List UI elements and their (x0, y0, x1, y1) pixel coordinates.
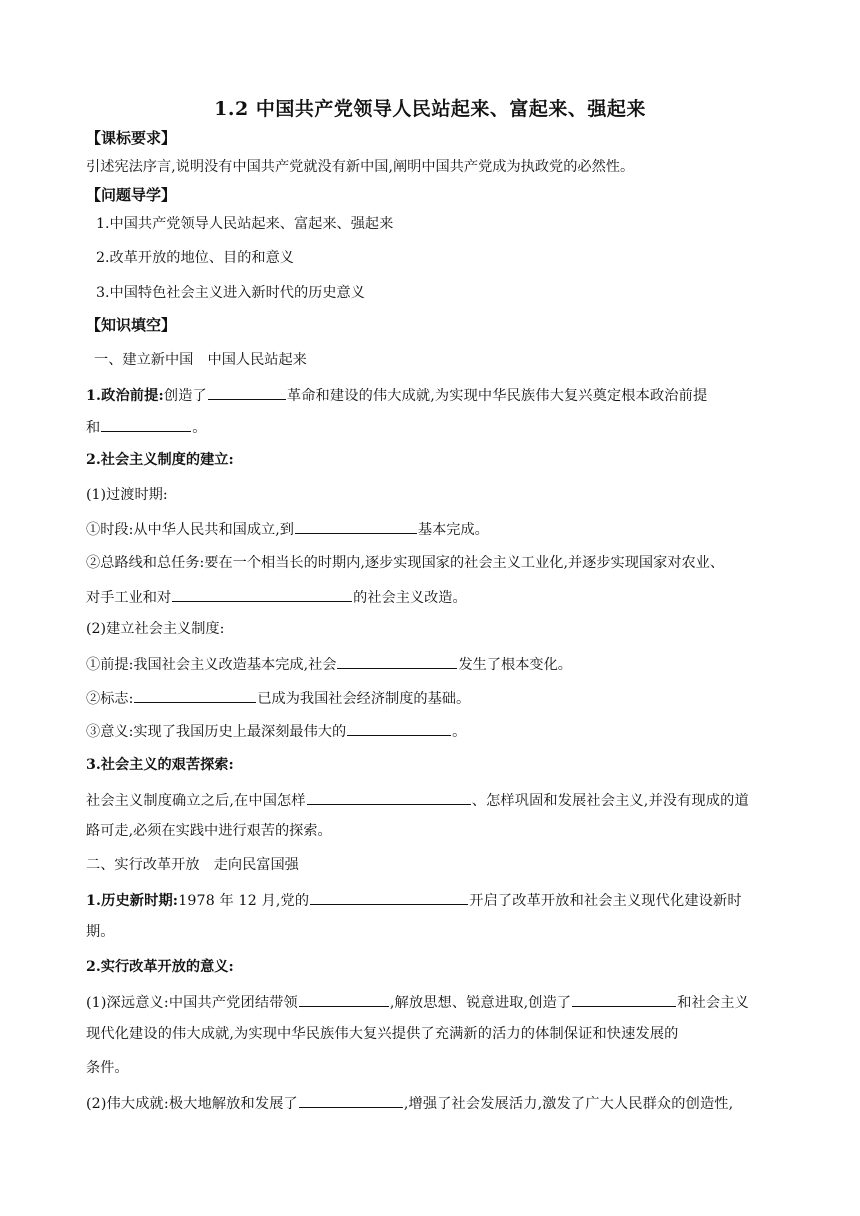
p1-political-line1 (86, 385, 774, 405)
fill-blank[interactable] (572, 992, 676, 1007)
part2-p2-label: 2.实行改革开放的意义: (86, 959, 234, 975)
text: 社会主义制度确立之后,在中国怎样 (86, 793, 306, 809)
p2-premise (86, 654, 774, 674)
fill-blank[interactable] (307, 790, 471, 805)
part2-p1-label: 1.历史新时期: (86, 893, 179, 909)
guide-item-1: 1.中国共产党领导人民站起来、富起来、强起来 (96, 216, 394, 232)
fill-blank[interactable] (208, 385, 286, 400)
part2-p1-line1 (86, 890, 774, 910)
text: 的社会主义改造。 (353, 590, 467, 606)
page-title: 1.2 中国共产党领导人民站起来、富起来、强起来 (214, 98, 646, 120)
text: 。 (452, 724, 467, 740)
text: 革命和建设的伟大成就,为实现中华民族伟大复兴奠定根本政治前提 (286, 388, 708, 404)
part2-deep-line3: 条件。 (86, 1060, 129, 1076)
fill-blank[interactable] (310, 890, 468, 905)
fill-blank[interactable] (172, 587, 352, 602)
fill-heading: 【知识填空】 (86, 316, 177, 334)
p3-line1 (86, 790, 774, 810)
p3-label: 3.社会主义的艰苦探索: (86, 757, 234, 773)
text: 开启了改革开放和社会主义现代化建设新时 (469, 893, 742, 909)
p1-political-label: 1.政治前提: (86, 388, 164, 404)
p2-sub1: (1)过渡时期: (86, 487, 168, 503)
text: 已成为我国社会经济制度的基础。 (257, 691, 471, 707)
part2-great-line1 (86, 1093, 774, 1113)
text: 对手工业和对 (86, 590, 172, 606)
text: 发生了根本变化。 (458, 657, 572, 673)
fill-blank[interactable] (134, 688, 256, 703)
p2-meaning (86, 721, 774, 741)
p2-sub2: (2)建立社会主义制度: (86, 621, 225, 637)
part1-heading: 一、建立新中国 中国人民站起来 (94, 352, 307, 368)
part2-heading: 二、实行改革开放 走向民富国强 (86, 857, 299, 873)
p3-line2: 路可走,必须在实践中进行艰苦的探索。 (86, 823, 332, 839)
text: 和 (86, 420, 101, 436)
text: ,解放思想、锐意进取,创造了 (389, 995, 572, 1011)
text: 和社会主义 (677, 995, 749, 1011)
text: ①时段:从中华人民共和国成立,到 (86, 522, 294, 538)
fill-blank[interactable] (347, 721, 451, 736)
text: ③意义:实现了我国历史上最深刻最伟大的 (86, 724, 347, 740)
guide-heading: 【问题导学】 (86, 186, 177, 204)
fill-blank[interactable] (299, 1093, 403, 1108)
p2-sign (86, 688, 774, 708)
requirements-text: 引述宪法序言,说明没有中国共产党就没有新中国,阐明中国共产党成为执政党的必然性。 (86, 159, 635, 175)
p2-time (86, 519, 774, 539)
fill-blank[interactable] (101, 417, 191, 432)
text: 基本完成。 (417, 522, 489, 538)
text: (1)深远意义:中国共产党团结带领 (86, 995, 298, 1011)
fill-blank[interactable] (337, 654, 457, 669)
text: ②标志: (86, 691, 134, 707)
text: 、怎样巩固和发展社会主义,并没有现成的道 (471, 793, 749, 809)
p2-line-b (86, 587, 774, 607)
text: (2)伟大成就:极大地解放和发展了 (86, 1096, 298, 1112)
p2-label: 2.社会主义制度的建立: (86, 452, 234, 468)
guide-item-2: 2.改革开放的地位、目的和意义 (96, 250, 294, 266)
text: ,增强了社会发展活力,激发了广大人民群众的创造性, (403, 1096, 734, 1112)
text: 创造了 (163, 388, 207, 404)
fill-blank[interactable] (299, 992, 389, 1007)
part2-deep-line2: 现代化建设的伟大成就,为实现中华民族伟大复兴提供了充满新的活力的体制保证和快速发展的 (86, 1026, 679, 1042)
p1-political-line2 (86, 417, 774, 437)
text: 。 (192, 420, 207, 436)
guide-item-3: 3.中国特色社会主义进入新时代的历史意义 (96, 285, 365, 301)
requirements-heading: 【课标要求】 (86, 129, 177, 147)
fill-blank[interactable] (295, 519, 417, 534)
part2-deep-line1 (86, 992, 774, 1012)
text: ①前提:我国社会主义改造基本完成,社会 (86, 657, 337, 673)
part2-p1-line2: 期。 (86, 924, 115, 940)
text: 1978 年 12 月,党的 (178, 893, 310, 909)
p2-line-a: ②总路线和总任务:要在一个相当长的时期内,逐步实现国家的社会主义工业化,并逐步实现国家对农业、 (86, 555, 725, 571)
